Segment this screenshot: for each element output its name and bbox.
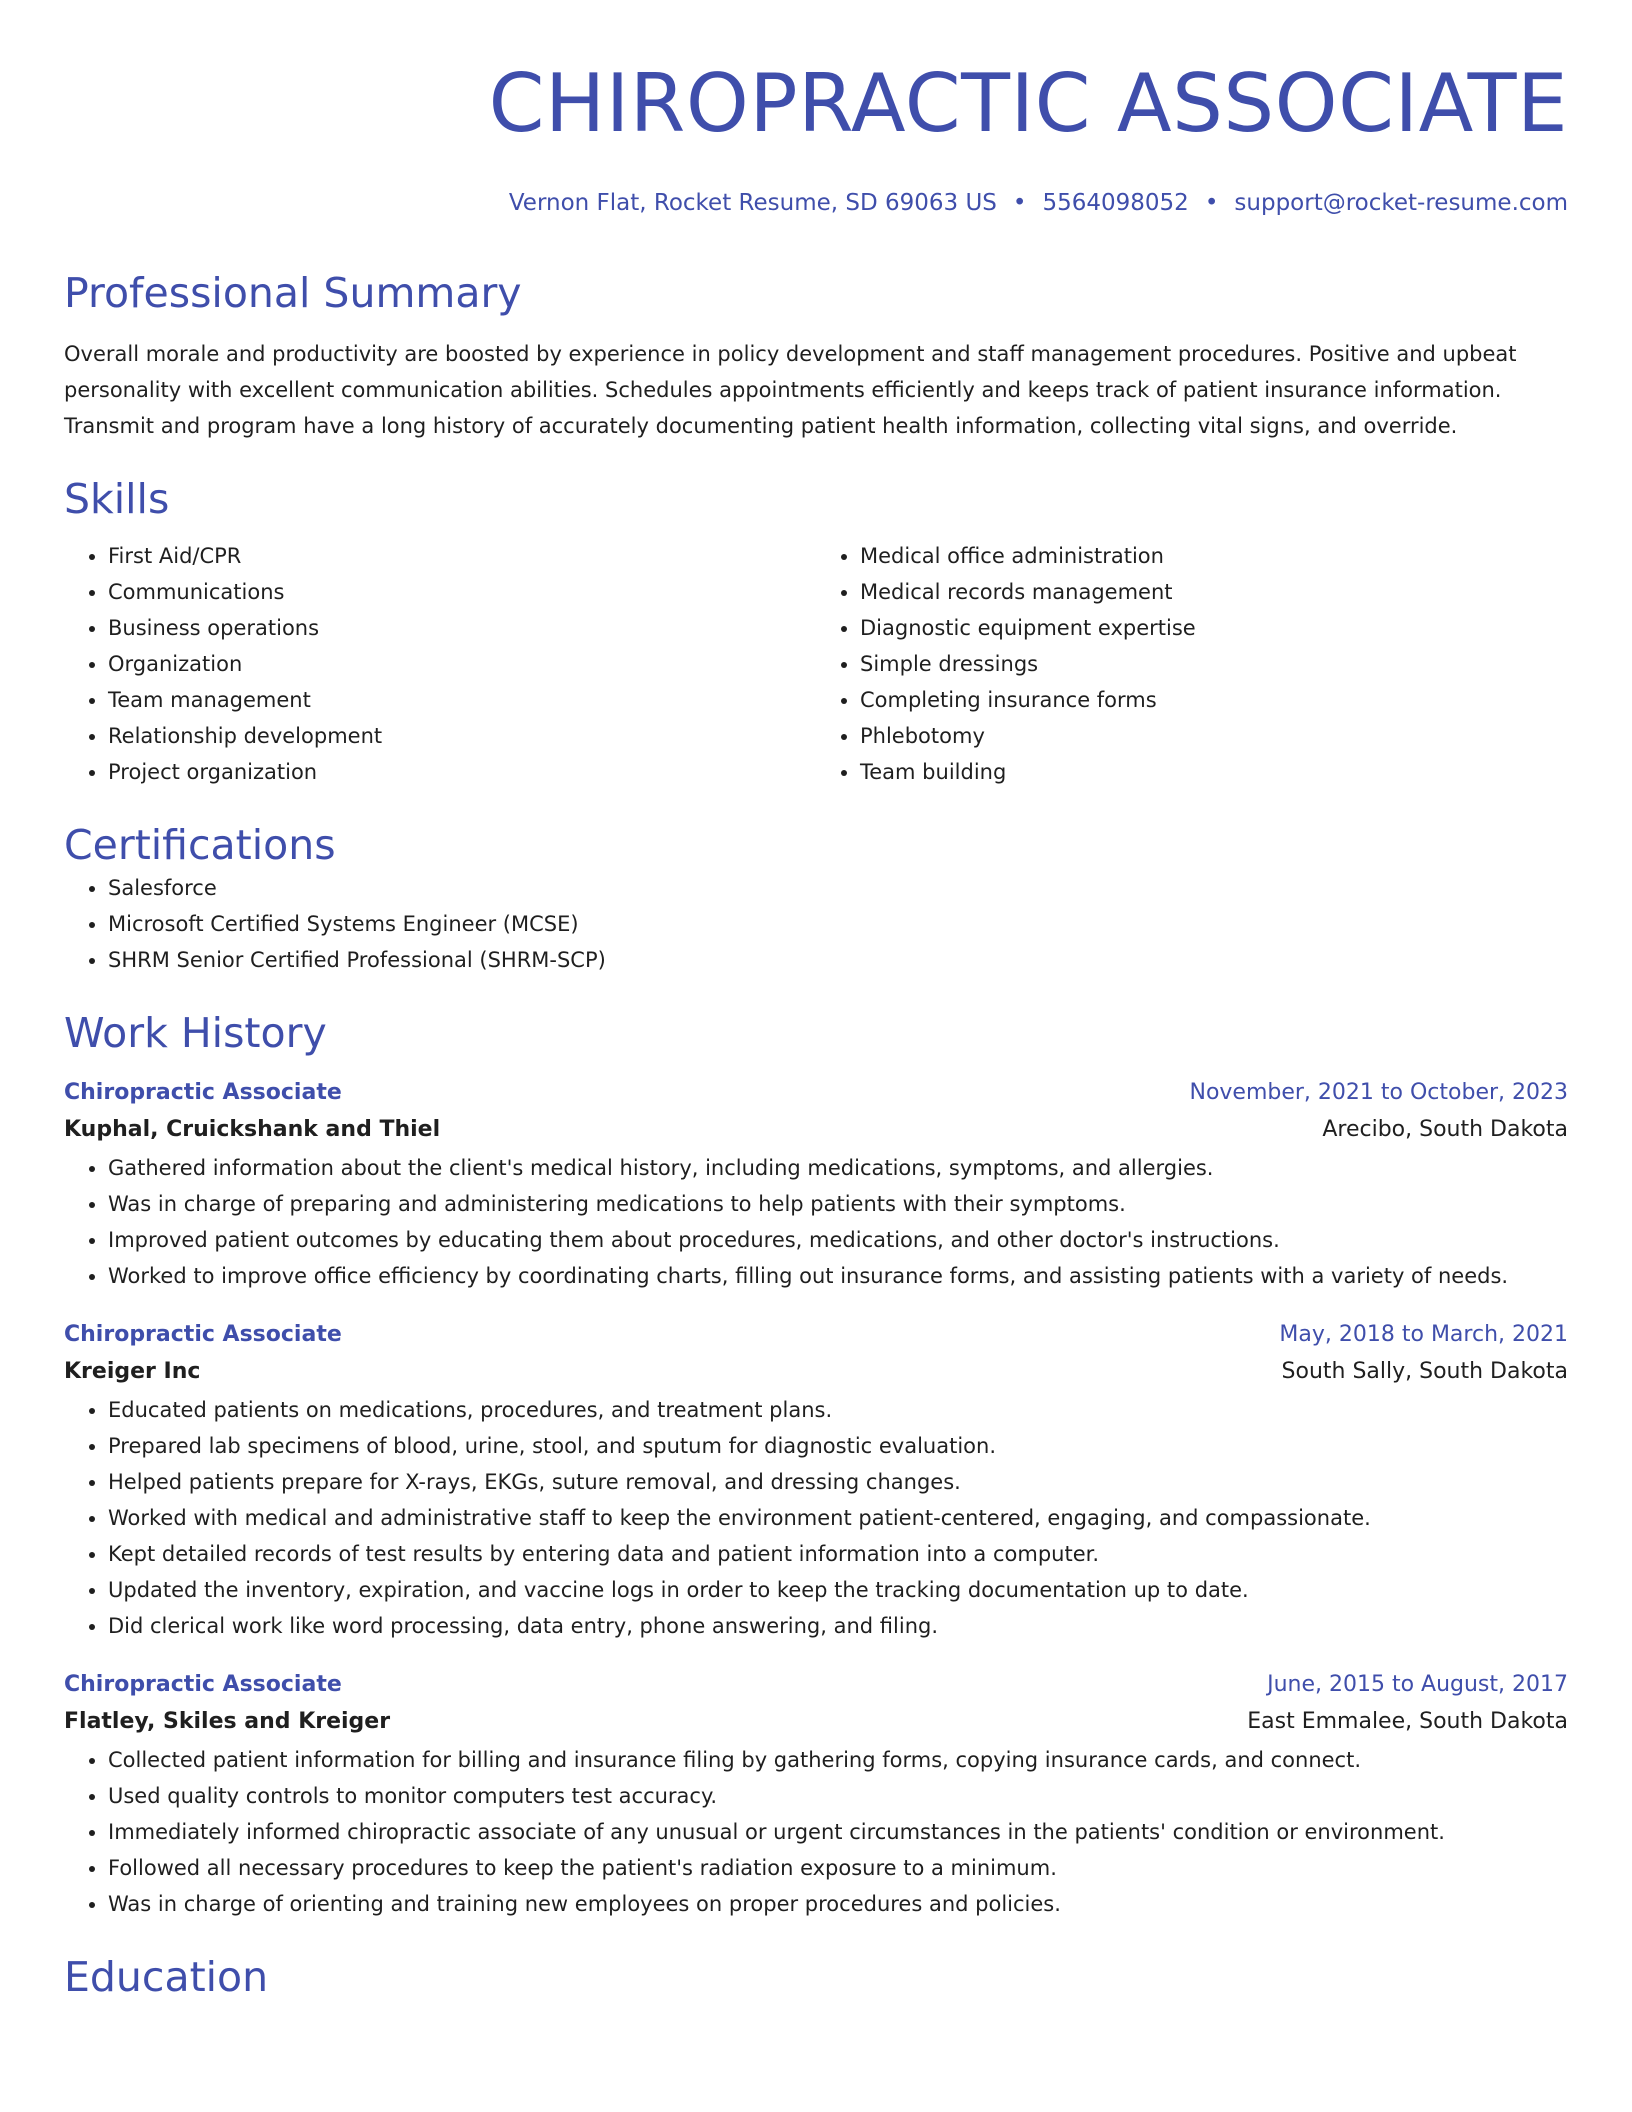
job-bullet: • Worked to improve office efficiency by coordinating charts, filling out insurance forms, and assisting patients with a variety of needs. — [108, 1258, 1568, 1294]
job-company-row — [64, 1352, 1568, 1392]
skill-item: • Medical office administration — [860, 538, 1568, 574]
job-location: Arecibo, South Dakota — [1322, 1117, 1568, 1142]
job-dates: May, 2018 to March, 2021 — [1279, 1322, 1568, 1347]
education-section — [64, 1952, 1568, 2002]
candidate-name: CHIROPRACTIC ASSOCIATE — [488, 57, 1568, 150]
skills-section — [64, 474, 1568, 790]
job-dates: June, 2015 to August, 2017 — [1267, 1672, 1568, 1697]
job-bullet: • Followed all necessary procedures to keep the patient's radiation exposure to a minimum. — [108, 1850, 1568, 1886]
job-bullet: • Collected patient information for billing and insurance filing by gathering forms, copying insurance cards, and connect. — [108, 1742, 1568, 1778]
job-title: Chiropractic Associate — [64, 1672, 342, 1697]
job-bullet: • Gathered information about the client's medical history, including medications, symptoms, and allergies. — [108, 1150, 1568, 1186]
resume-header — [64, 56, 1568, 218]
job-company: Kreiger Inc — [64, 1359, 201, 1384]
education-title: Education — [64, 1953, 269, 2001]
certification-item: • Salesforce — [108, 870, 1568, 906]
job-bullets — [64, 1392, 1568, 1644]
skill-item: • Team management — [108, 682, 816, 718]
skills-grid — [64, 538, 1568, 790]
job-title: Chiropractic Associate — [64, 1080, 342, 1105]
skill-item: • Diagnostic equipment expertise — [860, 610, 1568, 646]
contact-address: Vernon Flat, Rocket Resume, SD 69063 US — [508, 190, 997, 216]
certification-item: • SHRM Senior Certified Professional (SHRM-SCP) — [108, 942, 1568, 978]
job-location: East Emmalee, South Dakota — [1247, 1709, 1568, 1734]
skills-title: Skills — [64, 475, 170, 523]
job-bullet: • Immediately informed chiropractic associate of any unusual or urgent circumstances in the patients' condition or environment. — [108, 1814, 1568, 1850]
skill-item: • Communications — [108, 574, 816, 610]
summary-title: Professional Summary — [64, 269, 522, 317]
certifications-list — [64, 870, 1568, 978]
work-history-section — [64, 1008, 1568, 1922]
job-entry — [64, 1668, 1568, 1922]
skills-column-left — [64, 538, 816, 790]
contact-phone: 5564098052 — [1042, 190, 1189, 216]
job-bullet: • Helped patients prepare for X-rays, EKGs, suture removal, and dressing changes. — [108, 1464, 1568, 1500]
skill-item: • Phlebotomy — [860, 718, 1568, 754]
job-bullets — [64, 1742, 1568, 1922]
certification-item: • Microsoft Certified Systems Engineer (MCSE) — [108, 906, 1568, 942]
skill-item: • Organization — [108, 646, 816, 682]
contact-separator: • — [1204, 190, 1219, 216]
job-title: Chiropractic Associate — [64, 1322, 342, 1347]
skill-item: • Relationship development — [108, 718, 816, 754]
contact-email[interactable]: support@rocket-resume.com — [1234, 190, 1568, 216]
job-bullet: • Worked with medical and administrative staff to keep the environment patient-centered, engaging, and compassionate. — [108, 1500, 1568, 1536]
skills-list-left — [64, 538, 816, 790]
job-company: Kuphal, Cruickshank and Thiel — [64, 1117, 441, 1142]
job-header-row — [64, 1668, 1568, 1702]
skill-item: • Medical records management — [860, 574, 1568, 610]
job-header-row — [64, 1076, 1568, 1110]
job-dates: November, 2021 to October, 2023 — [1189, 1080, 1568, 1105]
job-bullet: • Improved patient outcomes by educating them about procedures, medications, and other doctor's instructions. — [108, 1222, 1568, 1258]
certifications-section — [64, 820, 1568, 978]
job-location: South Sally, South Dakota — [1281, 1359, 1568, 1384]
summary-text: Overall morale and productivity are boosted by experience in policy development and staff management procedures. Positive and upbeat personality with excellent communication abilities. Schedules appointments efficiently and keeps track of patient insurance information. Transmit and program have a long history of accurately documenting patient health information, collecting vital signs, and override. — [64, 342, 1517, 438]
job-entry — [64, 1318, 1568, 1644]
job-entry — [64, 1076, 1568, 1294]
skills-list-right — [816, 538, 1568, 790]
job-header-row — [64, 1318, 1568, 1352]
contact-line — [64, 188, 1568, 218]
job-bullet: • Updated the inventory, expiration, and vaccine logs in order to keep the tracking documentation up to date. — [108, 1572, 1568, 1608]
certifications-title: Certifications — [64, 821, 336, 869]
skills-column-right — [816, 538, 1568, 790]
contact-separator: • — [1012, 190, 1027, 216]
skill-item: • Team building — [860, 754, 1568, 790]
job-bullet: • Was in charge of preparing and administering medications to help patients with their symptoms. — [108, 1186, 1568, 1222]
skill-item: • Simple dressings — [860, 646, 1568, 682]
skill-item: • Business operations — [108, 610, 816, 646]
job-bullet: • Used quality controls to monitor computers test accuracy. — [108, 1778, 1568, 1814]
skill-item: • Project organization — [108, 754, 816, 790]
job-company: Flatley, Skiles and Kreiger — [64, 1709, 391, 1734]
skill-item: • First Aid/CPR — [108, 538, 816, 574]
job-bullet: • Prepared lab specimens of blood, urine, stool, and sputum for diagnostic evaluation. — [108, 1428, 1568, 1464]
job-bullets — [64, 1150, 1568, 1294]
job-bullet: • Did clerical work like word processing, data entry, phone answering, and filing. — [108, 1608, 1568, 1644]
summary-section — [64, 268, 1568, 444]
job-bullet: • Educated patients on medications, procedures, and treatment plans. — [108, 1392, 1568, 1428]
job-company-row — [64, 1702, 1568, 1742]
job-company-row — [64, 1110, 1568, 1150]
job-bullet: • Kept detailed records of test results by entering data and patient information into a computer. — [108, 1536, 1568, 1572]
skill-item: • Completing insurance forms — [860, 682, 1568, 718]
work-history-title: Work History — [64, 1009, 327, 1057]
job-bullet: • Was in charge of orienting and training new employees on proper procedures and policies. — [108, 1886, 1568, 1922]
